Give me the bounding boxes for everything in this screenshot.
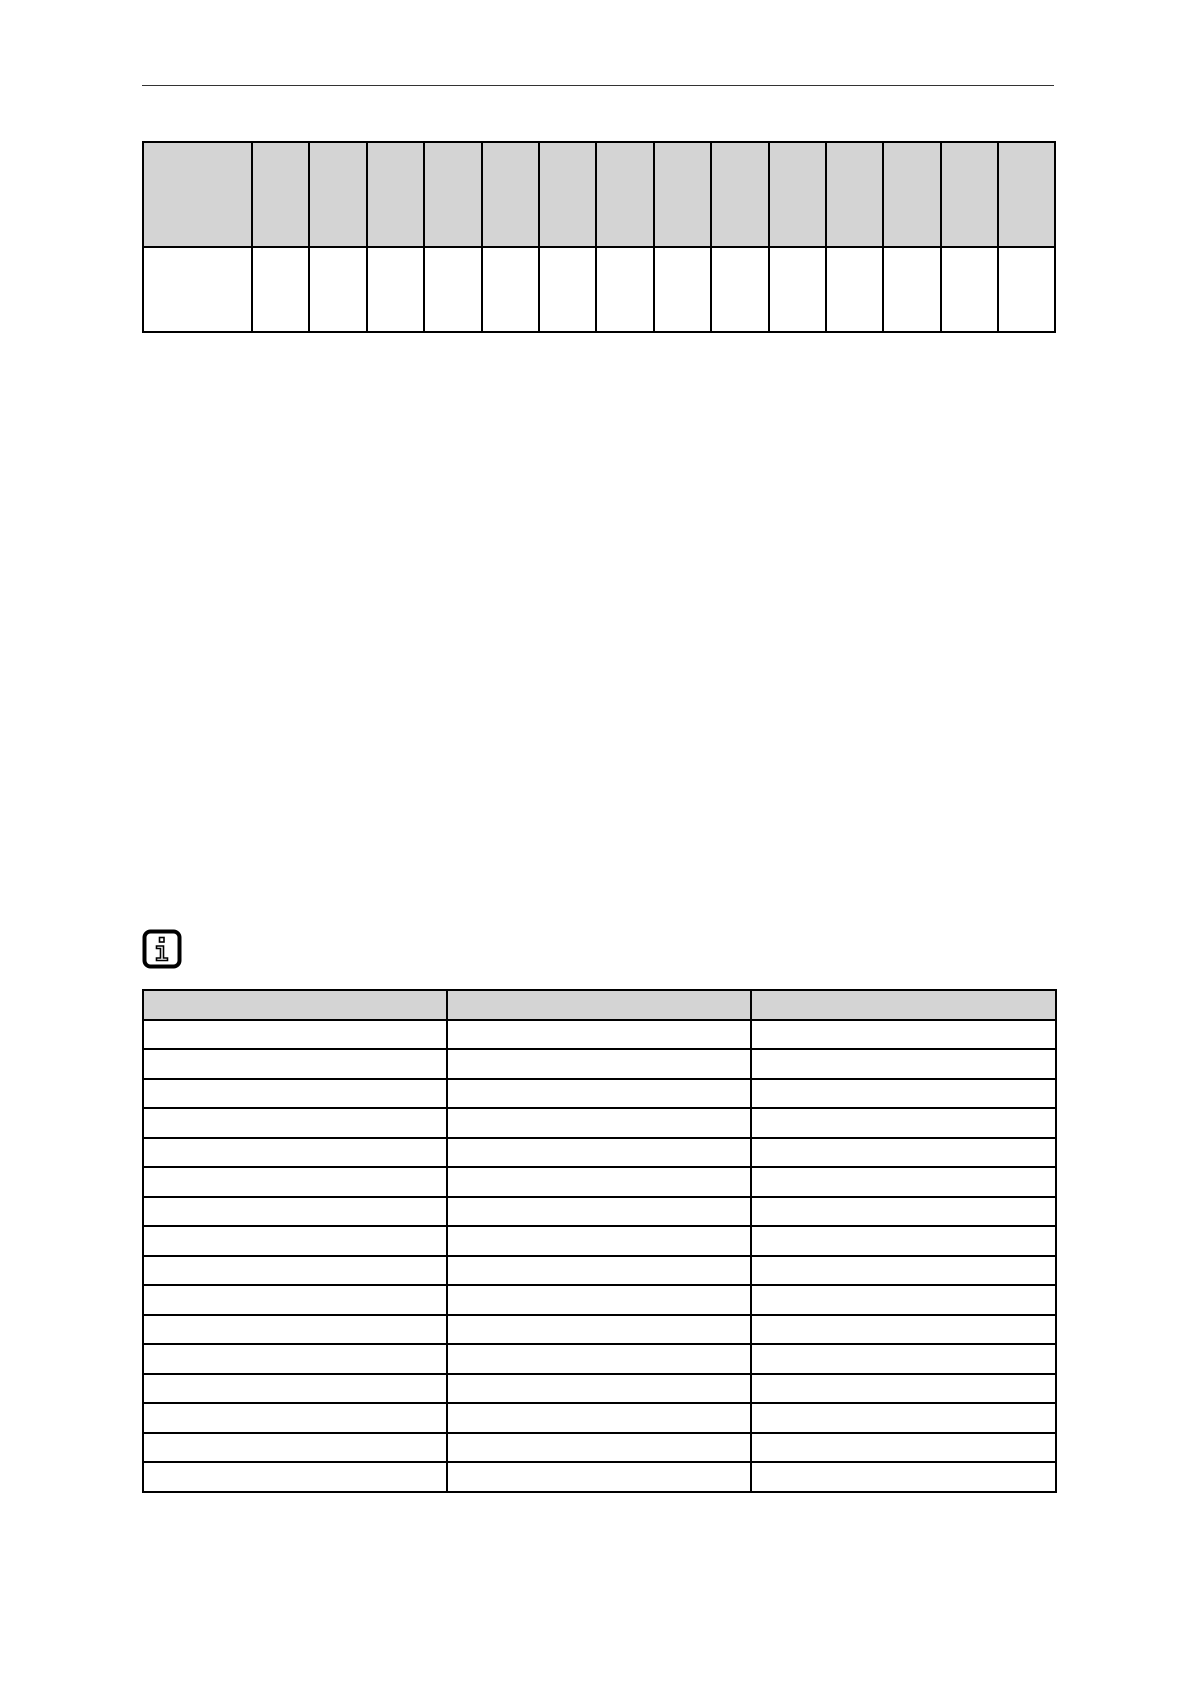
- table-cell: [143, 1049, 447, 1079]
- table-row: [143, 1256, 1056, 1286]
- grid-header-cell: [482, 142, 539, 247]
- grid-body-cell: [941, 247, 998, 332]
- grid-header-cell: [654, 142, 711, 247]
- table-cell: [751, 1108, 1056, 1138]
- table-row: [143, 1049, 1056, 1079]
- table-row: [143, 1079, 1056, 1109]
- list-header-row: [143, 990, 1056, 1020]
- table-row: [143, 1403, 1056, 1433]
- table-cell: [143, 1403, 447, 1433]
- table-cell: [447, 1049, 751, 1079]
- table-row: [143, 1020, 1056, 1050]
- grid-header-cell: [998, 142, 1055, 247]
- table-cell: [751, 1256, 1056, 1286]
- grid-header-cell: [143, 142, 252, 247]
- grid-body-cell: [539, 247, 596, 332]
- table-row: [143, 1462, 1056, 1492]
- grid-header-cell: [711, 142, 768, 247]
- table-cell: [143, 1315, 447, 1345]
- table-row: [143, 1138, 1056, 1168]
- table-cell: [751, 1197, 1056, 1227]
- grid-header-cell: [941, 142, 998, 247]
- table-cell: [143, 1433, 447, 1463]
- grid-header-row: [143, 142, 1055, 247]
- grid-body-cell: [367, 247, 424, 332]
- table-row: [143, 1226, 1056, 1256]
- table-cell: [751, 1079, 1056, 1109]
- table-cell: [143, 1020, 447, 1050]
- table-cell: [447, 1020, 751, 1050]
- grid-body-cell: [769, 247, 826, 332]
- table-cell: [143, 1138, 447, 1168]
- table-cell: [143, 1256, 447, 1286]
- grid-body-cell: [482, 247, 539, 332]
- table-cell: [143, 1344, 447, 1374]
- table-cell: [143, 1285, 447, 1315]
- table-cell: [751, 1462, 1056, 1492]
- table-cell: [143, 1374, 447, 1404]
- table-cell: [751, 1049, 1056, 1079]
- grid-table: [142, 141, 1056, 333]
- table-cell: [447, 1226, 751, 1256]
- table-row: [143, 1315, 1056, 1345]
- table-row: [143, 1167, 1056, 1197]
- table-cell: [447, 1315, 751, 1345]
- grid-body-row: [143, 247, 1055, 332]
- table-row: [143, 1374, 1056, 1404]
- table-cell: [143, 1108, 447, 1138]
- table-row: [143, 1108, 1056, 1138]
- grid-body-cell: [711, 247, 768, 332]
- table-cell: [447, 1344, 751, 1374]
- grid-body-cell: [654, 247, 711, 332]
- table-cell: [751, 1020, 1056, 1050]
- grid-header-cell: [367, 142, 424, 247]
- grid-header-cell: [769, 142, 826, 247]
- table-cell: [143, 1462, 447, 1492]
- grid-body-cell: [998, 247, 1055, 332]
- table-cell: [447, 1138, 751, 1168]
- table-cell: [751, 1315, 1056, 1345]
- column-header: [143, 990, 447, 1020]
- table-cell: [447, 1433, 751, 1463]
- grid-body-cell: [596, 247, 653, 332]
- grid-body-cell: [883, 247, 940, 332]
- grid-header-cell: [596, 142, 653, 247]
- table-cell: [447, 1108, 751, 1138]
- table-cell: [751, 1403, 1056, 1433]
- table-cell: [447, 1403, 751, 1433]
- info-icon: [142, 929, 182, 969]
- grid-body-cell: [826, 247, 883, 332]
- table-row: [143, 1344, 1056, 1374]
- grid-header-cell: [826, 142, 883, 247]
- page-header-rule: [142, 85, 1054, 86]
- grid-body-cell: [309, 247, 366, 332]
- grid-header-cell: [539, 142, 596, 247]
- table-cell: [447, 1374, 751, 1404]
- column-header: [447, 990, 751, 1020]
- table-row: [143, 1285, 1056, 1315]
- table-cell: [751, 1226, 1056, 1256]
- table-cell: [143, 1226, 447, 1256]
- table-cell: [447, 1197, 751, 1227]
- grid-body-cell: [252, 247, 309, 332]
- table-cell: [143, 1079, 447, 1109]
- table-cell: [447, 1285, 751, 1315]
- table-cell: [751, 1374, 1056, 1404]
- table-cell: [447, 1167, 751, 1197]
- table-row: [143, 1197, 1056, 1227]
- table-cell: [751, 1167, 1056, 1197]
- grid-header-cell: [424, 142, 481, 247]
- list-table: [142, 989, 1057, 1493]
- table-cell: [447, 1462, 751, 1492]
- grid-header-cell: [252, 142, 309, 247]
- table-cell: [751, 1344, 1056, 1374]
- grid-header-cell: [883, 142, 940, 247]
- table-cell: [751, 1138, 1056, 1168]
- table-cell: [143, 1167, 447, 1197]
- table-cell: [143, 1197, 447, 1227]
- table-row: [143, 1433, 1056, 1463]
- grid-header-cell: [309, 142, 366, 247]
- grid-body-cell: [424, 247, 481, 332]
- grid-body-cell: [143, 247, 252, 332]
- table-cell: [447, 1079, 751, 1109]
- table-cell: [751, 1285, 1056, 1315]
- column-header: [751, 990, 1056, 1020]
- table-cell: [751, 1433, 1056, 1463]
- table-cell: [447, 1256, 751, 1286]
